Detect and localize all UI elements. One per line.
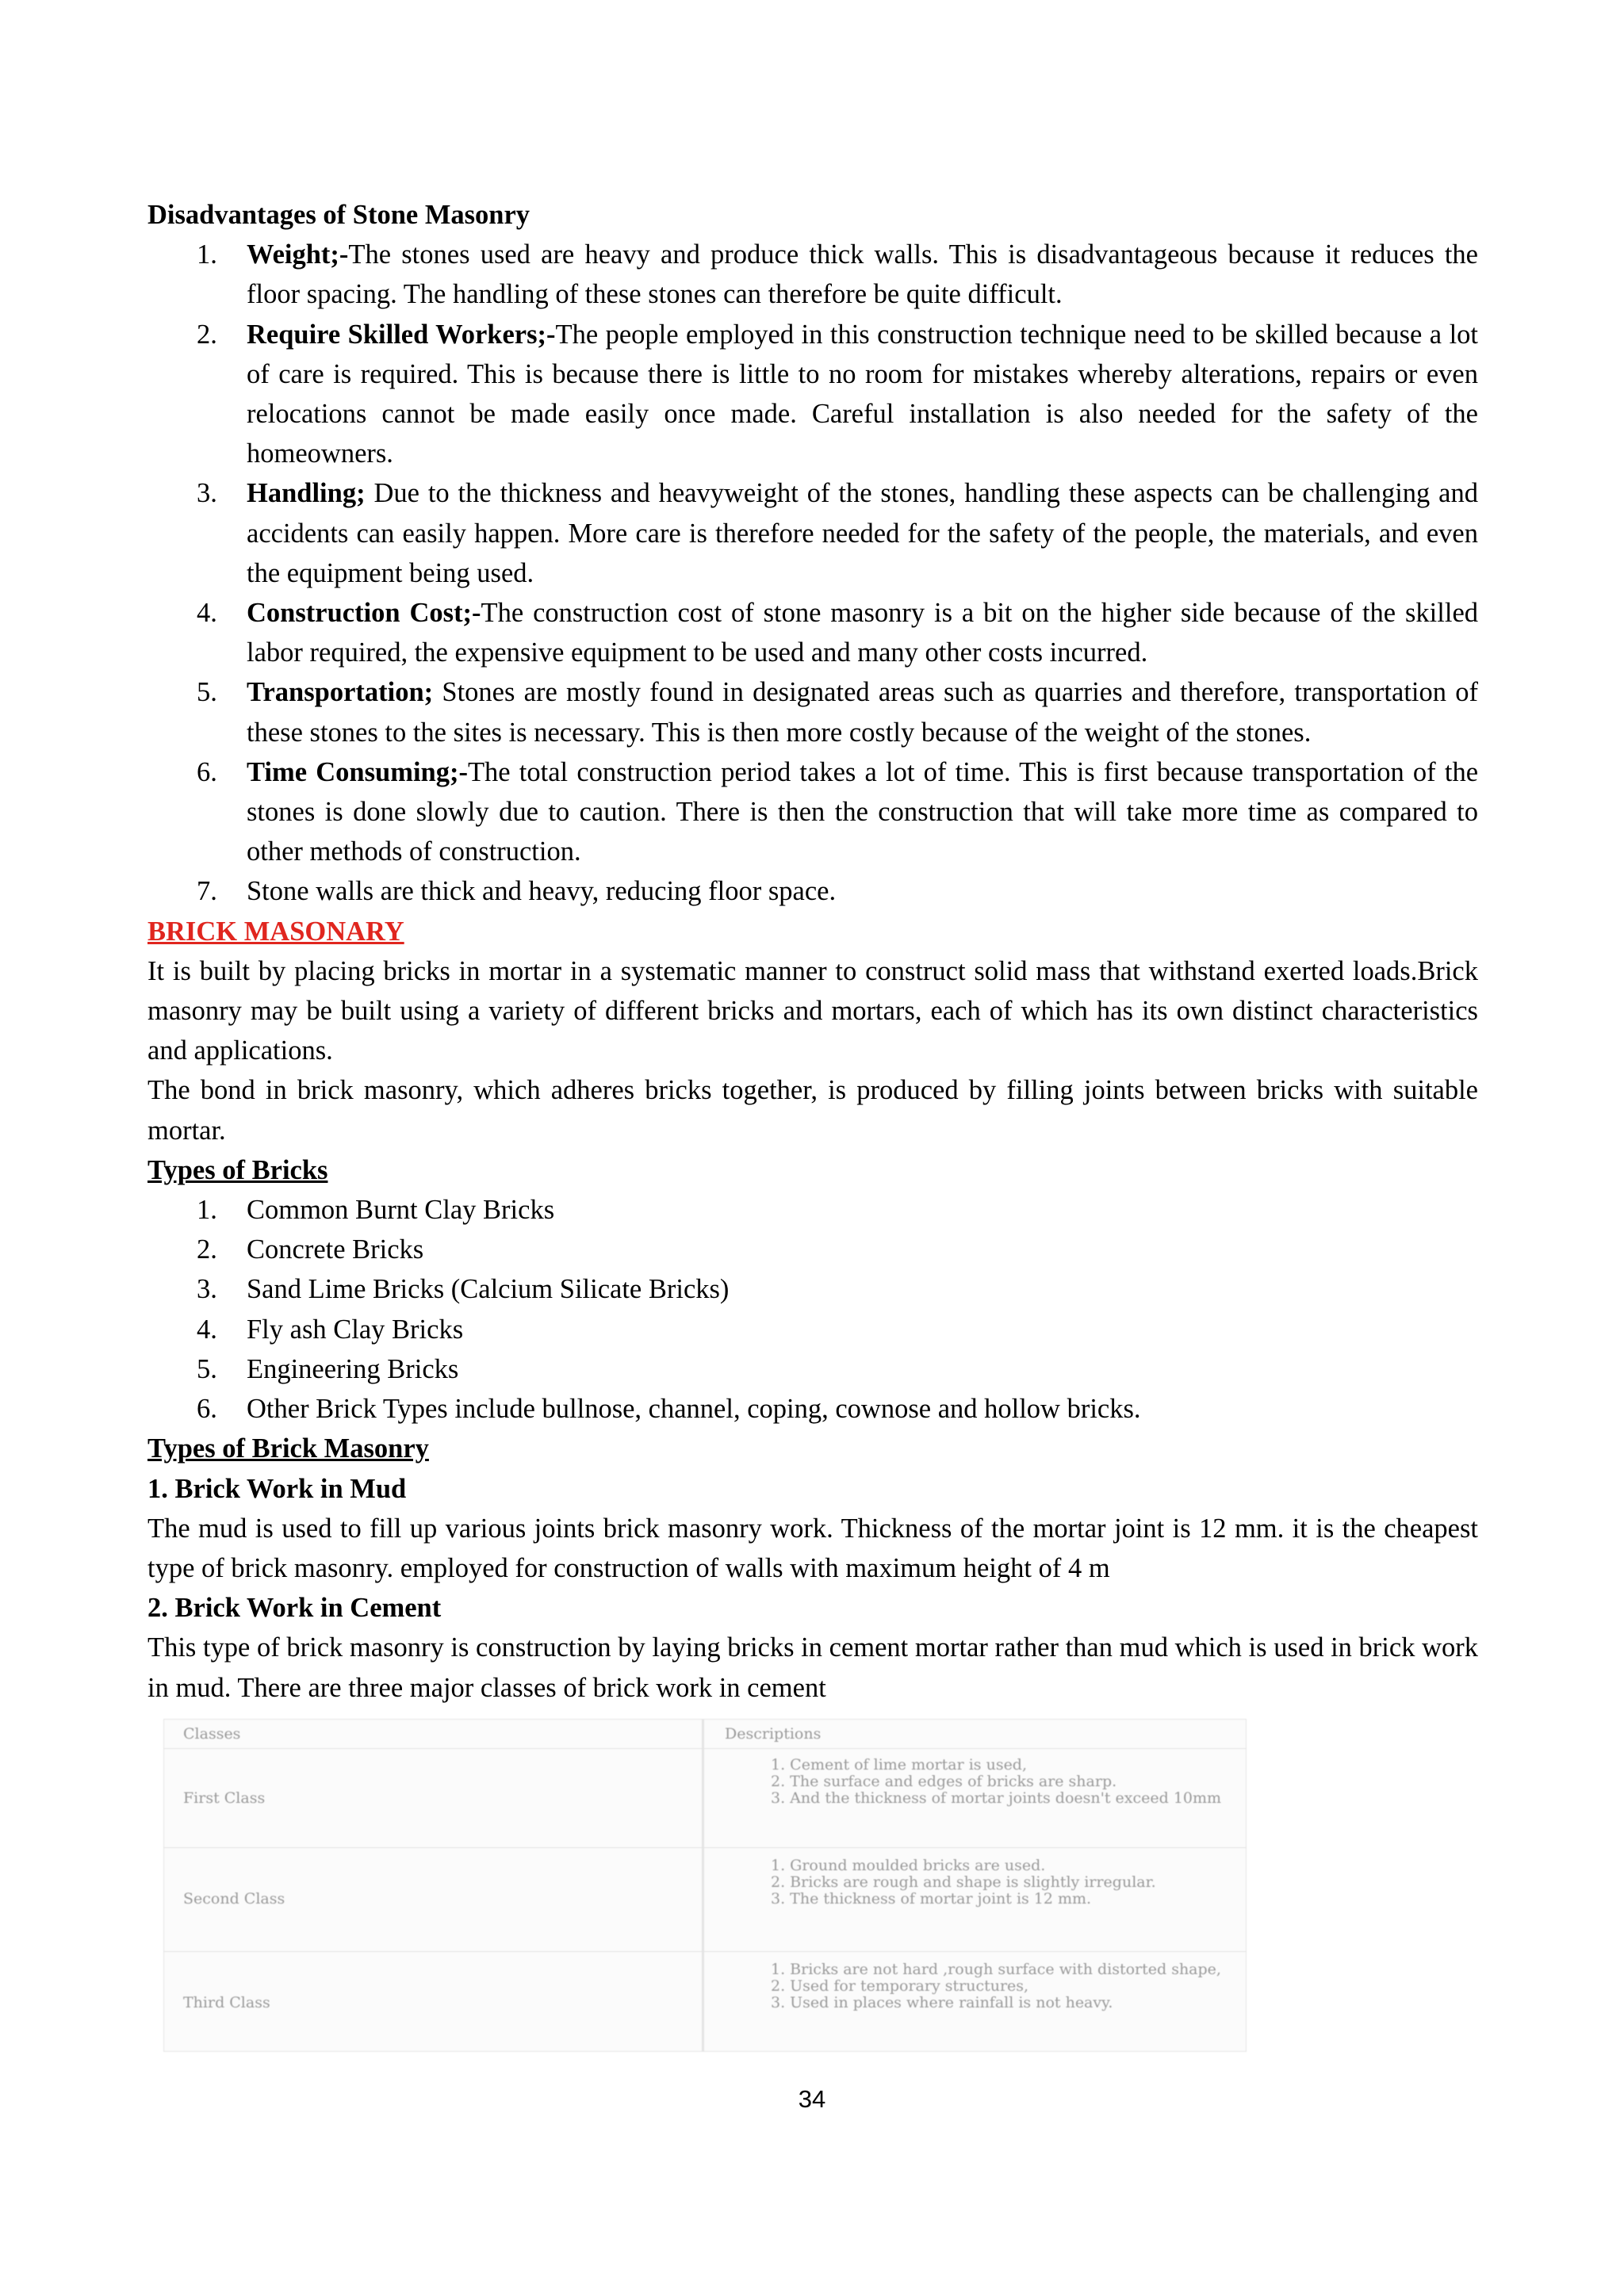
class-description: 1. Bricks are not hard ,rough surface with distorted shape, 2. Used for temporary structures, 3. Used in places where rainfall is not heavy. <box>771 1960 1221 2011</box>
list-item: 3. Handling; Due to the thickness and heavyweight of the stones, handling these aspects can be challenging and accidents can easily happen. More care is therefore needed for the safety of the people, the materials, and even the equipment being used. <box>197 478 1478 588</box>
list-item: 6. Time Consuming;-The total construction period takes a lot of time. This is first because transportation of the stones is done slowly due to caution. There is then the construction that will take more time as compared to other methods of construction. <box>197 756 1479 867</box>
list-item: 5. Engineering Bricks <box>197 1353 459 1384</box>
table-row <box>164 1848 1246 1952</box>
types-of-masonry-heading: Types of Brick Masonry <box>147 1433 429 1464</box>
brick-work-cement-paragraph: This type of brick masonry is construction by laying bricks in cement mortar rather than mud which is used in brick work in mud. There are three major classes of brick work in cement <box>147 1632 1478 1703</box>
brick-masonry-paragraph-2: The bond in brick masonry, which adheres bricks together, is produced by filling joints between bricks with suitable mortar. <box>147 1075 1478 1146</box>
list-item: 2. Concrete Bricks <box>197 1234 424 1265</box>
class-description: 1. Ground moulded bricks are used. 2. Bricks are rough and shape is slightly irregular. 3. The thickness of mortar joint is 12 mm. <box>771 1856 1156 1908</box>
table-row <box>164 1952 1246 2051</box>
list-item: 7. Stone walls are thick and heavy, reducing floor space. <box>197 876 837 907</box>
class-name: First Class <box>183 1789 266 1807</box>
list-item: 1. Common Burnt Clay Bricks <box>197 1195 555 1226</box>
stone-disadvantages-heading: Disadvantages of Stone Masonry <box>147 200 530 230</box>
brick-work-mud-heading: 1. Brick Work in Mud <box>147 1473 407 1504</box>
types-of-bricks-list <box>147 1190 1478 1429</box>
page-number: 34 <box>798 2085 826 2113</box>
brick-work-cement-heading: 2. Brick Work in Cement <box>147 1593 442 1624</box>
table-header-descriptions: Descriptions <box>725 1724 822 1743</box>
types-of-bricks-heading: Types of Bricks <box>147 1154 328 1185</box>
brick-masonry-paragraph-1: It is built by placing bricks in mortar in a systematic manner to construct solid mass that withstand exerted loads.Brick masonry may be built using a variety of different bricks and mortars, each of which has its own distinct characteristics and applications. <box>147 955 1478 1066</box>
brick-work-mud-paragraph: The mud is used to fill up various joints brick masonry work. Thickness of the mortar joint is 12 mm. it is the cheapest type of brick masonry. employed for construction of walls with maximum height of 4 m <box>147 1513 1478 1583</box>
list-item: 4. Construction Cost;-The construction cost of stone masonry is a bit on the higher side because of the skilled labor required, the expensive equipment to be used and many other costs incurred. <box>197 598 1479 668</box>
list-item: 1. Weight;-The stones used are heavy and produce thick walls. This is disadvantageous because it reduces the floor spacing. The handling of these stones can therefore be quite difficult. <box>197 239 1478 310</box>
brick-class-table <box>163 1719 1247 2052</box>
document-page <box>147 195 1478 2052</box>
table-header-row <box>164 1720 1246 1749</box>
list-item: 4. Fly ash Clay Bricks <box>197 1314 464 1345</box>
class-name: Third Class <box>183 1993 270 2011</box>
list-item: 6. Other Brick Types include bullnose, channel, coping, cownose and hollow bricks. <box>197 1394 1141 1425</box>
brick-masonry-heading: BRICK MASONARY <box>147 916 404 947</box>
table-row <box>164 1749 1246 1848</box>
table-header-classes: Classes <box>183 1724 241 1743</box>
stone-disadvantages-list <box>147 235 1478 911</box>
class-name: Second Class <box>183 1889 285 1908</box>
class-description: 1. Cement of lime mortar is used, 2. The surface and edges of bricks are sharp. 3. And the thickness of mortar joints doesn't exceed 10mm <box>771 1755 1222 1807</box>
list-item: 2. Require Skilled Workers;-The people employed in this construction technique need to be skilled because a lot of care is required. This is because there is little to no room for mistakes whereby alterations, repairs or even relocations cannot be made easily once made. Careful installation is also needed for the safety of the homeowners. <box>197 319 1478 469</box>
list-item: 5. Transportation; Stones are mostly found in designated areas such as quarries and therefore, transportation of these stones to the sites is necessary. This is then more costly because of the weight of the stones. <box>197 677 1478 748</box>
list-item: 3. Sand Lime Bricks (Calcium Silicate Bricks) <box>197 1274 730 1305</box>
